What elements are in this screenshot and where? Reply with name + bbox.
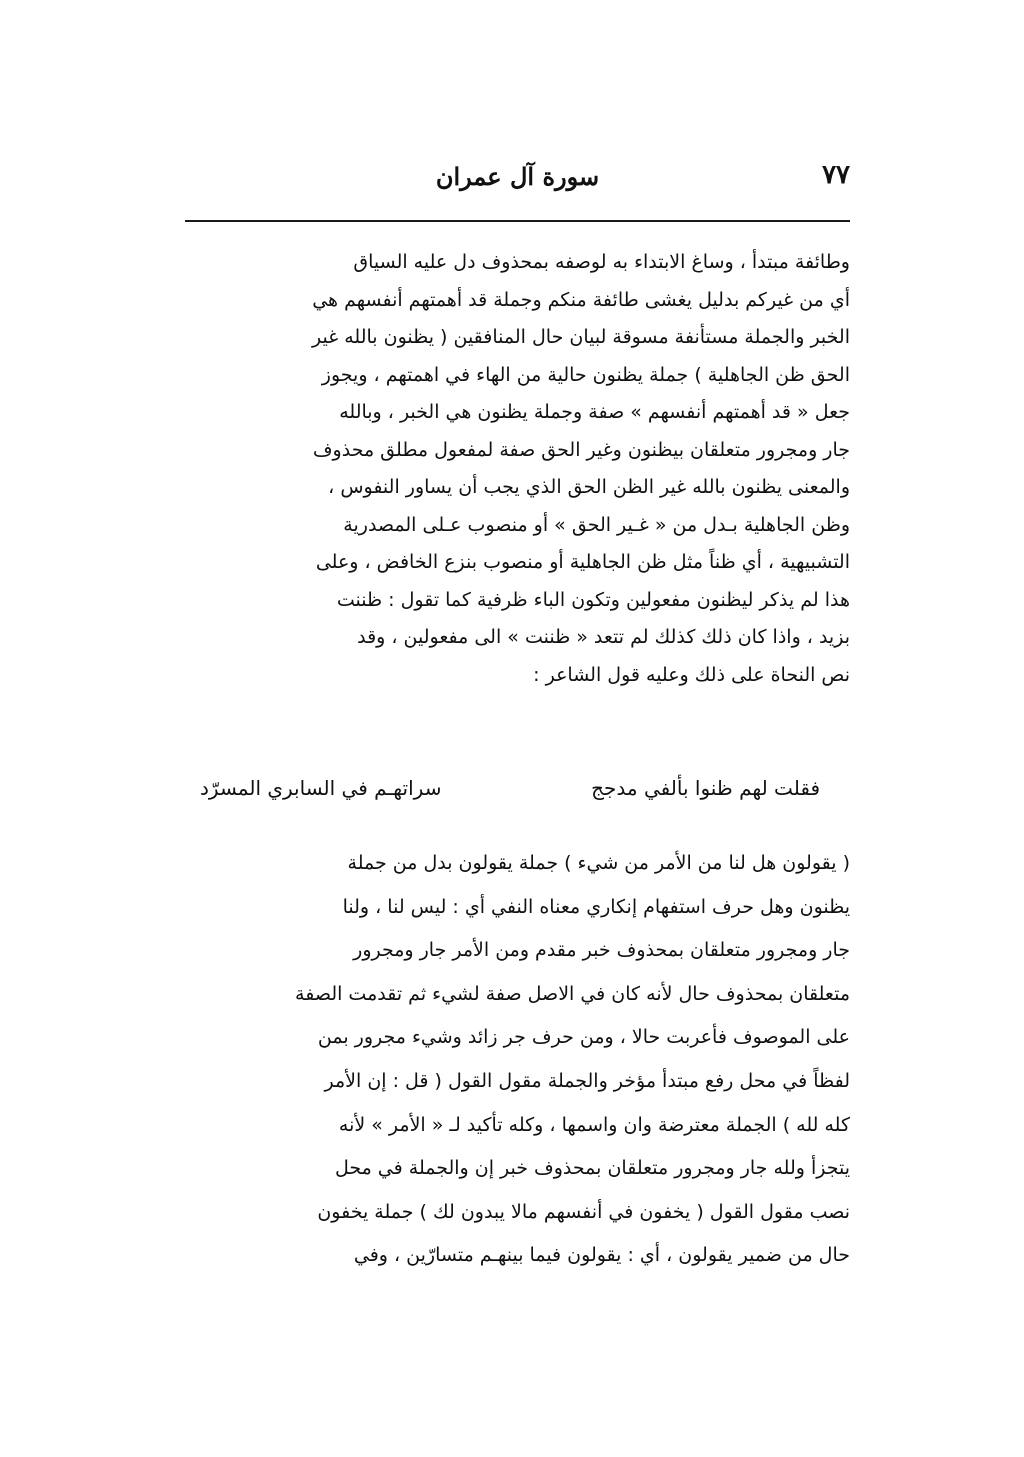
text-line: متعلقان بمحذوف حال لأنه كان في الاصل صفة لشيء ثم تقدمت الصفة xyxy=(295,982,850,1005)
text-line: يظنون وهل حرف استفهام إنكاري معناه النفي أي : ليس لنا ، ولنا xyxy=(342,895,850,918)
text-line: وطائفة مبتدأ ، وساغ الابتداء به لوصفه بمحذوف دل عليه السياق xyxy=(353,251,850,273)
text-line: جار ومجرور متعلقان بيظنون وغير الحق صفة لمفعول مطلق محذوف xyxy=(312,438,850,461)
text-line: لفظاً في محل رفع مبتدأ مؤخر والجملة مقول القول ( قل : إن الأمر xyxy=(324,1069,850,1092)
text-line: نص النحاة على ذلك وعليه قول الشاعر : xyxy=(533,663,850,686)
verse-second-hemistich: سراتهـم في السابري المسرّد xyxy=(200,776,442,800)
text-line: على الموصوف فأعربت حالا ، ومن حرف جر زائد وشيء مجرور بمن xyxy=(317,1026,850,1049)
page-header xyxy=(185,156,850,206)
text-line: وظن الجاهلية بـدل من « غـير الحق » أو منصوب عـلى المصدرية xyxy=(343,513,850,536)
text-line: كله لله ) الجملة معترضة وان واسمها ، وكله تأكيد لـ « الأمر » لأنه xyxy=(338,1113,850,1136)
paragraph-2 xyxy=(185,842,850,1278)
text-line: ( يقولون هل لنا من الأمر من شيء ) جملة يقولون بدل من جملة xyxy=(347,852,850,874)
page-number: ٧٧ xyxy=(822,160,850,190)
text-line: والمعنى يظنون بالله غير الظن الحق الذي يجب أن يساور النفوس ، xyxy=(328,476,850,498)
header-rule xyxy=(185,220,850,222)
text-line: هذا لم يذكر ليظنون مفعولين وتكون الباء ظرفية كما تقول : ظننت xyxy=(336,588,850,611)
verse-first-hemistich: فقلت لهم ظنوا بألفي مدجج xyxy=(591,776,820,800)
text-line: أي من غيركم بدليل يغشى طائفة منكم وجملة قد أهمتهم أنفسهم هي xyxy=(312,288,850,311)
text-line: الحق ظن الجاهلية ) جملة يظنون حالية من الهاء في اهمتهم ، ويجوز xyxy=(321,363,850,386)
text-line: جار ومجرور متعلقان بمحذوف خبر مقدم ومن الأمر جار ومجرور xyxy=(353,939,850,962)
poetry-verse xyxy=(200,768,820,812)
text-line: جعل « قد أهمتهم أنفسهم » صفة وجملة يظنون هي الخبر ، وبالله xyxy=(339,401,850,423)
paragraph-1 xyxy=(185,244,850,694)
text-line: بزيد ، واذا كان ذلك كذلك لم تتعد « ظننت » الى مفعولين ، وقد xyxy=(357,626,850,648)
text-line: حال من ضمير يقولون ، أي : يقولون فيما بينهـم متسارّين ، وفي xyxy=(353,1244,850,1267)
running-title: سورة آل عمران xyxy=(435,162,600,191)
text-line: نصب مقول القول ( يخفون في أنفسهم مالا يبدون لك ) جملة يخفون xyxy=(317,1200,850,1223)
text-line: التشبيهية ، أي ظناً مثل ظن الجاهلية أو منصوب بنزع الخافض ، وعلى xyxy=(315,551,850,573)
text-line: الخبر والجملة مستأنفة مسوقة لبيان حال المنافقين ( يظنون بالله غير xyxy=(312,326,850,348)
text-line: يتجزأ ولله جار ومجرور متعلقان بمحذوف خبر إن والجملة في محل xyxy=(334,1157,850,1180)
